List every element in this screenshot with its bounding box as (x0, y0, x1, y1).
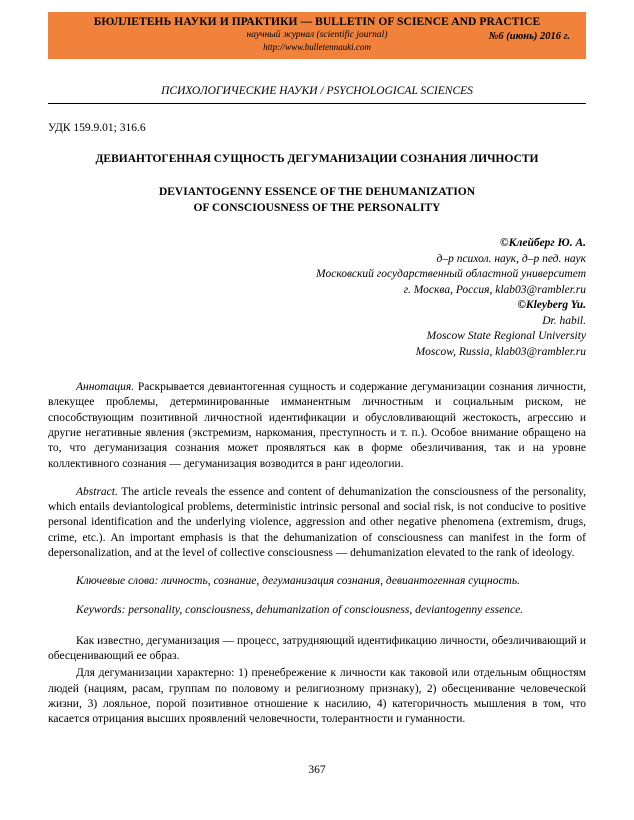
abstract-ru (48, 380, 586, 472)
journal-issue: №6 (июнь) 2016 г. (488, 31, 570, 43)
journal-url: http://www.bulletennauki.com (263, 42, 371, 53)
author-contact-ru: г. Москва, Россия, klab03@rambler.ru (403, 283, 586, 296)
abstract-ru-label: Аннотация. (76, 381, 135, 394)
keywords-ru-label: Ключевые слова: (76, 575, 159, 588)
author-name-en: ©Kleyberg Yu. (517, 299, 586, 312)
header-divider (48, 103, 586, 104)
abstract-en-label: Abstract. (76, 485, 118, 498)
body-paragraph-1: Как известно, дегуманизация — процесс, затрудняющий идентификацию личности, обезличивающий и обесценивающий ее образ. (48, 634, 586, 663)
keywords-en-text: personality, consciousness, dehumanization of consciousness, deviantogenny essence. (125, 603, 524, 616)
article-title-en (48, 185, 586, 216)
body-paragraph-2: Для дегуманизации характерно: 1) пренебрежение к личности как таковой или отдельным общностям людей (нациям, расам, группам по половому и религиозному признаку), 2) обесценивание человеческой жизни, 3) лояльное, порой позитивное отношение к насилию, 4) категоричность мышления в том, что касается отрицания высших проявлений человечности, толерантности и гуманности. (48, 667, 586, 726)
journal-header-banner (48, 12, 586, 59)
journal-subtitle: научный журнал (scientific journal) (246, 30, 388, 41)
section-heading: ПСИХОЛОГИЧЕСКИЕ НАУКИ / PSYCHOLOGICAL SCIENCES (161, 85, 473, 98)
author-affiliation-ru: Московский государственный областной университет (316, 268, 586, 281)
keywords-ru (48, 574, 586, 589)
page-number: 367 (308, 764, 326, 776)
keywords-ru-text: личность, сознание, дегуманизация сознания, девиантогенная сущность. (158, 575, 520, 588)
author-block (48, 236, 586, 360)
author-degree-ru: д–р психол. наук, д–р пед. наук (436, 252, 586, 265)
keywords-en-label: Keywords: (76, 603, 126, 616)
author-contact-en: Moscow, Russia, klab03@rambler.ru (415, 345, 586, 358)
abstract-en-text: The article reveals the essence and content of dehumanization the consciousness of the personality, which entails deviantological problems, deterministic intrinsic personal and social risk, is not conducive to positive personal identification and the underlying violence, aggression and other negative phenomena (extremism, drugs, crime, etc.). An important emphasis is that the dehumanization of consciousness can manifest in the form of depersonalization, and at the level of collective consciousness — dehumanization elevated to the rank of ideology. (48, 485, 586, 559)
abstract-en (48, 485, 586, 561)
author-degree-en: Dr. habil. (542, 314, 586, 327)
keywords-en (48, 603, 586, 618)
article-title-en-line2: OF CONSCIOUSNESS OF THE PERSONALITY (193, 201, 441, 214)
abstract-ru-text: Раскрывается девиантогенная сущность и содержание дегуманизации сознания личности, влекущее проблемы, детерминированные имманентным личностным и социальным риском, не способствующим позитивной личностной идентификации и обусловливающий жестокость, агрессию и другие негативные явления (экстремизм, наркомания, преступность и т. п.). Особое внимание обращено на то, что дегуманизация сознания может проявляться как в форме обезличивания, так и на уровне коллективного сознания — дегуманизация возводится в ранг идеологии. (48, 381, 586, 470)
author-affiliation-en: Moscow State Regional University (426, 330, 586, 343)
udc-code: УДК 159.9.01; 316.6 (48, 122, 146, 135)
article-title-en-line1: DEVIANTOGENNY ESSENCE OF THE DEHUMANIZATION (158, 186, 476, 198)
journal-title: БЮЛЛЕТЕНЬ НАУКИ И ПРАКТИКИ — BULLETIN OF SCIENCE AND PRACTICE (93, 16, 541, 28)
author-name-ru: ©Клейберг Ю. А. (500, 237, 586, 250)
article-title-ru: ДЕВИАНТОГЕННАЯ СУЩНОСТЬ ДЕГУМАНИЗАЦИИ СОЗНАНИЯ ЛИЧНОСТИ (95, 153, 539, 166)
